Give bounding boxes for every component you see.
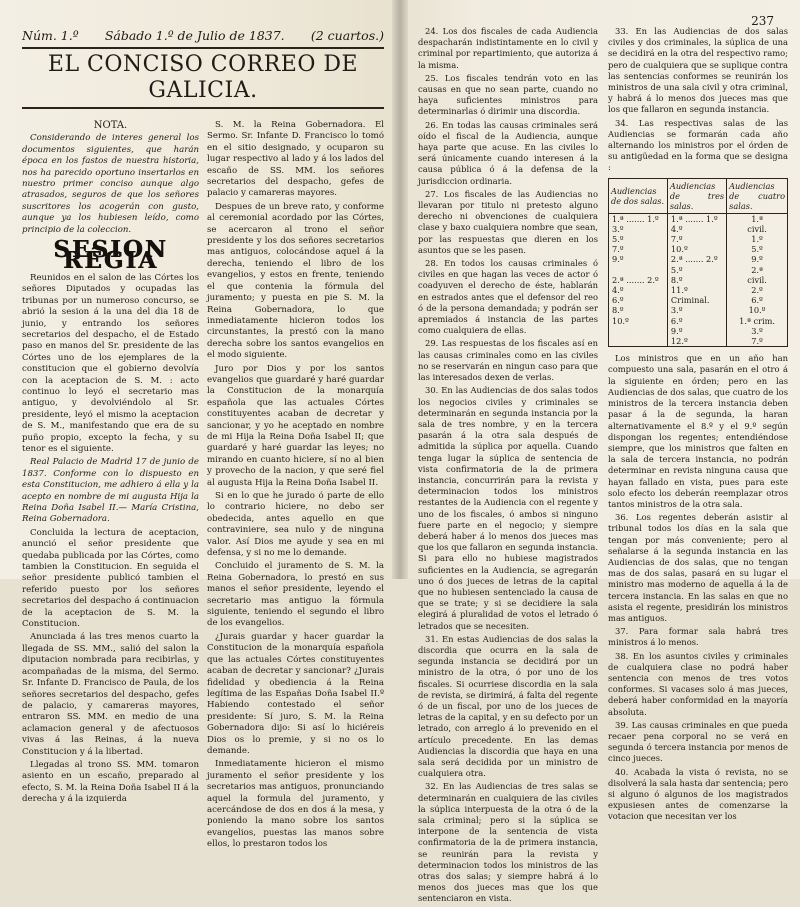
table-row [609,265,787,275]
article: 34. Las respectivas salas de las Audiencias se formarán cada año alternando los ministros por el órden de su antigüedad en la forma que se designa : [608,117,788,173]
table-row [609,234,787,244]
article: 24. Los dos fiscales de cada Audiencia despacharán indistintamente en lo civil y criminal por repartimiento, que autoriza á la misma. [418,26,598,70]
table-cell: 7.º [609,244,667,254]
article: 29. Las respuestas de los fiscales así en las causas criminales como en las civiles no se reservarán en ningun caso para que las interesados dexen de verlas. [418,338,598,383]
table-cell [609,336,667,346]
table-cell [609,265,667,275]
table-cell: 8.º [609,305,667,315]
issue-price: (2 cuartos.) [310,28,384,43]
paragraph: Despues de un breve rato, y conforme al ceremonial acordado por las Córtes, se acercaron al trono el señor presidente y los dos señores secretarios mas antiguos, colocándose aquel á la derecha, teniendo el libro de los evangelios, y estos en frente, teniendo el que contenia la fórmula del juramento; y puesta en pie S. M. la Reina Gobernadora, lo que inmediatamente hicieron todos los circunstantes, la prestó con la mano derecha sobre los santos evangelios en el modo siguiente. [207,201,384,361]
table-cell: 3.º [751,325,763,336]
table-row [609,224,787,234]
table-cell: 6.º [751,295,763,306]
article: 28. En todos los causas criminales ó civiles en que hagan las veces de actor ó coadyuven el derecho de éste, hablarán en estrados antes que el defensor del reo ó de la persona demandada; y podrán ser apremiados á instancia de las partes como cualquiera de ellas. [418,258,598,336]
dateline [22,28,384,44]
paragraph: Llegadas al trono SS. MM. tomaron asiento en un escaño, preparado al efecto, S. M. la Reina Doña Isabel II á la derecha y á la izquierda [22,759,199,805]
table-cell: 4.º [609,285,667,295]
table-header: Audiencias de tres salas. [667,179,726,214]
table-cell: 5.º [609,234,667,244]
nota-text: Considerando de interes general los documentos siguientes, que harán época en los fastos de nuestra historia, nos ha parecido oportuno insertarlos en nuestro primer conciso aunque algo atrasados, seguros de que los señores suscritores los acogerán con gusto, aunque ya los hubiesen leído, como principio de la coleccion. [22,133,199,235]
table-cell: 1.ª ....... 1.º [609,213,667,224]
table-cell: 2.ª [751,264,763,275]
masthead-rule-bottom [22,107,384,109]
article: 39. Las causas criminales en que pueda recaer pena corporal no se verá en segunda ó tercera instancia por menos de cinco jueces. [608,719,788,764]
table-cell: 9.º [609,254,667,264]
table-row [609,316,787,326]
article: 31. En estas Audiencias de dos salas la discordia que ocurra en la sala de segunda instancia se decidirá por un ministro de la otra, ó por uno de los fiscales. Si ocurriese discordia en la sala de revista, se dirimirá, á falta del regente ó de un fiscal, por uno de los jueces de letras de la capital, y en su defecto por un letrado, con arreglo á lo prevenido en el artículo precedente. En las demas Audiencias la discordia que haya en una sala será decidida por un ministro de cualquiera otra. [418,633,598,779]
article: 37. Para formar sala habrá tres ministros á lo menos. [608,626,788,648]
article: 38. En los asuntos civiles y criminales de cualquiera clase no podrá haber sentencia con menos de tres votos conformes. Si vacases solo á mas jueces, deberá haber conformidad en la mayoría absoluta. [608,650,788,717]
right-column-2 [608,26,788,907]
article: 27. Los fiscales de las Audiencias no llevaran por titulo ni pretesto alguno derecho ni obvenciones de cualquiera clase y baxo cualquiera nombre que sean, por las respuestas que dieren en los asuntos que se les pasen. [418,188,598,255]
article: 26. En todas las causas criminales será oído el fiscal de la Audiencia, aunque haya parte que acuse. En las civiles lo será únicamente cuando interesen á la causa pública ó á la defensa de la jurisdiccion ordinaria. [418,119,598,186]
table-cell: 7.º [667,234,726,244]
table-cell: 2.ª ....... 2.º [667,254,726,264]
table-row [609,305,787,315]
left-columns [22,120,384,853]
table-cell: 3.º [667,305,726,315]
article: 33. En las Audiencias de dos salas civiles y dos criminales, la súplica de una se decidirá en la otra del respectivo ramo; pero de cualquiera que se suplique contra las sentencias conformes se reunirán los ministros de una sala civil y otra criminal, y habrá á lo menos dos jueces mas que los que fallaron en segunda instancia. [608,26,788,115]
table-cell: 10.º [748,305,766,316]
table-cell: 6.º [667,316,726,326]
table-cell: 10.º [667,244,726,254]
issue-number: Núm. 1.º [22,28,79,43]
table-row [609,285,787,295]
article: 36. Los regentes deberán asistir al tribunal todos los días en la sala que tengan por más conveniente; pero al señalarse á la segunda instancia en las Audiencias de dos salas, que no tengan mas de dos salas, pasará en su lugar el ministro mas moderno de aquella á la de tercera instancia. En las salas en que no asista el regente, presidirán los ministros mas antiguos. [608,512,788,623]
table-cell: 8.º [667,275,726,285]
left-column-1 [22,120,199,853]
audiencias-table [608,178,788,348]
table-row [609,275,787,285]
table-cell: 1.ª ....... 1.º [667,213,726,224]
page-number: 237 [751,14,774,28]
nota-heading: NOTA. [93,120,128,131]
table-cell: 10.º [609,316,667,326]
right-page [398,0,800,904]
table-row [609,213,787,224]
section-title: SESION RÉGIA [53,236,168,275]
table-header: Audiencias de cuatro salas. [727,179,787,214]
right-columns [418,26,788,907]
table-cell: 2.º [751,285,763,296]
table-cell: civil. [747,274,767,285]
paragraph: Inmediatamente hicieron el mismo juramento el señor presidente y los secretarios mas antiguos, pronunciando aquel la formula del juramento, y acercándose de dos en dos á la mesa, y poniendo la mano sobre los santos evangelios, puestas las manos sobre ellos, lo prestaron todos los [207,759,384,850]
masthead [22,28,384,112]
table-cell: 6.º [609,295,667,305]
newspaper-title: EL CONCISO CORREO DE GALICIA. [47,52,359,103]
table-row [609,295,787,305]
table-cell: 9.º [751,254,763,265]
table-cell: 11.º [667,285,726,295]
article: Los ministros que en un año han compuesto una sala, pasarán en el otro á la siguiente en órden; pero en las Audiencias de dos salas, que cuatro de los ministros de la tercera instancia deben pasar á la de segunda, la haran alternativamente el 8.º y el 9.º según dispongan los regentes; entendiéndose siempre, que los ministros que falten en la sala de tercera instancia, no podrán determinar en revista ninguna causa que hayan fallado en vista, pues para este solo efecto los deberán reemplazar otros tantos ministros de la otra sala. [608,353,788,509]
masthead-rule-top [22,47,384,49]
paragraph: Concluida la lectura de aceptacion, anunció el señor presidente que quedaba publicada por las Córtes, como tambien la Constitucion. En seguida el señor presidente publicó tambien el referido puesto por los señores secretarios del despacho á continuacion de la aceptacion de S. M. la Constitucion. [22,527,199,630]
table-cell: 3.º [609,224,667,234]
article: 25. Los fiscales tendrán voto en las causas en que no sean parte, cuando no haya suficientes ministros para determinarlas ó dirimir una discordia. [418,72,598,117]
table-body [609,213,787,346]
table-cell: Criminal. [667,295,726,305]
paragraph: S. M. la Reina Gobernadora. El Sermo. Sr. Infante D. Francisco lo tomó en el sitio designado, y ocuparon su lugar respectivo al lado y á los lados del escaño de SS. MM. los señores secretarios del despacho, gefes de palacio y camareras mayores. [207,120,384,199]
paragraph: Concluido el juramento de S. M. la Reina Gobernadora, lo prestó en sus manos el señor presidente, leyendo el secretario mas antiguo la fórmula siguiente, teniendo el segundo el libro de los evangelios. [207,561,384,629]
issue-date: Sábado 1.º de Julio de 1837. [104,28,285,43]
article: 30. En las Audiencias de dos salas todos los negocios civiles y criminales se determinarán en segunda instancia por la sala de tres nombre, y en la tercera pasarán á la otra sala después de admitida la súplica por aquella. Cuando tenga lugar la súplica de sentencia de vista confirmatoria de la de primera instancia, concurrirán para la revista y determinacion todos los ministros restantes de la Audiencia con el regente y uno de los fiscales, ó ambos si ninguno fuere parte en el negocio; y siempre deberá haber á lo menos dos jueces mas que los que fallaron en segunda instancia. Si para ello no hubiese magistrados suficientes en la Audiencia, se agregarán uno ó dos jueces de letras de la capital que no hubiesen sentenciado la causa de que se trate; y si se decidiere la sala elegirá á pluralidad de votos el letrado ó letrados que se necesiten. [418,385,598,631]
paragraph: Anunciada á las tres menos cuarto la llegada de SS. MM., salió del salon la diputacion nombrada para recibirlas, y acompañadas de la misma, del Sermo. Sr. Infante D. Francisco de Paula, de los señores secretarios del despacho, gefes de palacio, y camareras mayores, entraron SS. MM. en medio de una aclamacion general y de afectuosos vivas á las Reinas, á la nueva Constitucion y á la libertad. [22,632,199,757]
table-cell: 12.º [667,336,726,346]
table-row [609,244,787,254]
left-page [0,0,398,850]
paragraph: Reunidos en el salon de las Córtes los señores Diputados y ocupadas las tribunas por un numeroso concurso, se abrió la sesion á la una del dia 18 de junio, y entrando los señores secretarios del despacho, el de Estado paso en manos del Sr. presidente de las Córtes uno de los ejemplares de la constitucion que el gobierno devolvía con la aceptacion de S. M. : acto continuo lo leyó el secretario mas antiguo, y devolviéndolo al Sr. presidente, leyó el mismo la aceptacion de S. M., manifestando que era de su puño propio, excepto la fecha, y su tenor es el siguiente. [22,272,199,454]
right-column-1 [418,26,598,907]
paragraph: Real Palacio de Madrid 17 de junio de 1837. Conforme con lo dispuesto en esta Constitucion, me adhiero á ella y la acepto en nombre de mi augusta Hija la Reina Doña Isabel II.— María Cristina, Reina Gobernadora. [22,457,199,525]
table-cell: 9.º [667,326,726,336]
table-header: Audiencias de dos salas. [609,179,667,214]
paragraph: ¿Jurais guardar y hacer guardar la Constitucion de la monarquía española que las actuales Córtes constituyentes acaban de decretar y sancionar? ¿Jurais fidelidad y obediencia á la Reina legítima de las Españas Doña Isabel II.º Habiendo contestado el señor presidente: Sí juro, S. M. la Reina Gobernadora dijo: Si así lo hiciéreis Dios os lo premie, y si no os lo demande. [207,631,384,756]
table-cell: 1.º [751,234,763,245]
paragraph: Si en lo que he jurado ó parte de ello lo contrario hiciere, no debo ser obedecida, antes aquello en que contraviniere, sea nulo y de ninguna valor. Así Dios me ayude y sea en mi defensa, y si no me lo demande. [207,491,384,559]
table-cell: 7.º [751,336,763,347]
article: 40. Acabada la vista ó revista, no se disolverá la sala hasta dar sentencia; pero si alguno ó algunos de los magistrados expusiesen antes de comenzarse la votacion que necesitan ver los [608,766,788,822]
page-gutter [392,0,408,579]
table-cell: civil. [747,223,767,234]
table-row [609,336,787,346]
table-row [609,326,787,336]
table-cell: 2.ª ....... 2.º [609,275,667,285]
left-column-2 [207,120,384,853]
table-cell: 1.ª crim. [739,315,775,326]
table-cell: 4.º [667,224,726,234]
table-cell: 5.º [751,244,763,255]
table-cell [609,326,667,336]
table-cell: 5.º [667,265,726,275]
table-row [609,254,787,264]
nota [22,133,199,236]
paragraph: Juro por Dios y por los santos evangelios que guardaré y haré guardar la Constitucion de la monarquía española que las actuales Córtes constituyentes acaban de decretar y sancionar, y yo he aceptado en nombre de mi Hija la Reina Doña Isabel II; que guardaré y haré guardar las leyes; no mirando en cuanto hiciere, sí no al bien y provecho de la nacion, y que seré fiel al augusta Hija la Reina Doña Isabel II. [207,363,384,488]
article: 32. En las Audiencias de tres salas se determinarán en cualquiera de las civiles la súplica interpuesta de la otra ó de la sala criminal; pero si la súplica se interpone de la sentencia de vista confirmatoria de la de primera instancia, se reunirán para la revista y determinacion todos los ministros de las otras dos salas; y siempre habrá á lo menos dos jueces mas que los que sentenciaron en vista. [418,781,598,904]
table-cell: 1.ª [751,213,763,224]
